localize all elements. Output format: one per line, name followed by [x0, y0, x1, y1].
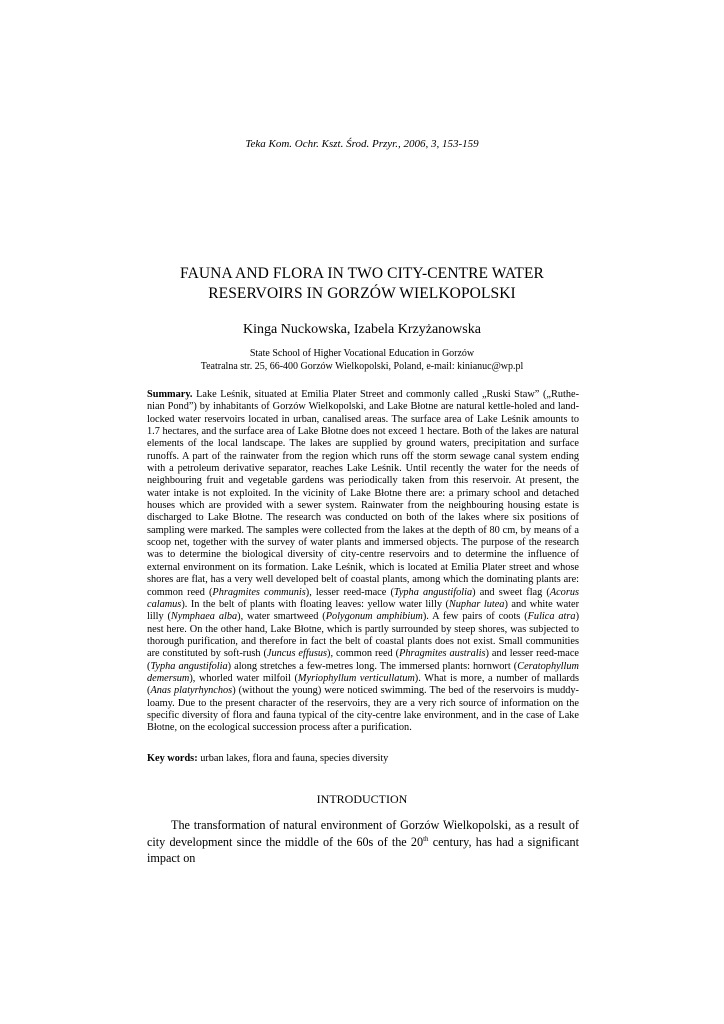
introduction-paragraph [147, 817, 579, 867]
keywords [147, 753, 579, 764]
species-name: Ceratophyllum demersum [147, 660, 579, 684]
affiliation-institution: State School of Higher Vocational Education in Gorzów [249, 348, 475, 359]
species-name: Anas platyrhynchos [150, 685, 233, 697]
abstract-text: ), lesser reed-mace ( [305, 586, 394, 598]
species-name: Typha angustifolia [393, 586, 473, 598]
paper-title-line-1: FAUNA AND FLORA IN TWO CITY-CENTRE WATER [180, 265, 544, 282]
abstract-text: ) and lesser reed-mace ( [147, 648, 579, 672]
species-name: Typha angustifolia [150, 660, 228, 672]
abstract-text: ), common reed ( [327, 648, 400, 660]
species-name: Nymphaea alba [170, 611, 238, 623]
abstract-text: ) along stretches a few-metres long. The immersed plants: hornwort ( [227, 660, 518, 672]
abstract-text: ). What is more, a number of mallards ( [147, 672, 579, 697]
paper-title-line-2: RESERVOIRS IN GORZÓW WIELKOPOLSKI [208, 285, 516, 302]
introduction-body [147, 817, 579, 867]
abstract-body [147, 389, 579, 733]
superscript-th: th [423, 834, 429, 843]
affiliation-address: Teatralna str. 25, 66-400 Gorzów Wielkopolski, Poland, e-mail: kinianuc@wp.pl [200, 361, 524, 372]
species-name: Myriophyllum verticullatum [297, 672, 415, 684]
species-name: Phragmites communis [212, 586, 306, 598]
species-name: Juncus effusus [266, 648, 328, 660]
introduction-text-part-2: century, has had a significant impact on [147, 834, 579, 865]
abstract-text: ) and white water lilly ( [147, 598, 579, 623]
abstract-text: ). A few pairs of coots ( [422, 611, 528, 623]
paper-title [0, 264, 724, 304]
keywords-label: Key words: [147, 753, 198, 764]
affiliation [0, 347, 724, 373]
abstract-text: ) (without the young) were noticed swimming. The bed of the reservoirs is muddy-loamy. Due to the present character of the reservoirs, they are a very rich source of information on the specific diversity of flora and fauna typical of the city-centre lake environment, and in the case of Lake Błotne, on the ecological succession process after a purification. [147, 685, 579, 734]
abstract-text: ), water smartweed ( [237, 611, 326, 623]
keywords-text: urban lakes, flora and fauna, species diversity [197, 753, 389, 764]
species-name: Nuphar lutea [448, 598, 505, 610]
species-name: Phragmites australis [399, 648, 486, 660]
abstract-text: ). In the belt of plants with floating leaves: yellow water lilly ( [181, 598, 449, 610]
journal-reference: Teka Kom. Ochr. Kszt. Środ. Przyr., 2006, 3, 153-159 [245, 138, 479, 150]
introduction-text-part-1: The transformation of natural environment of Gorzów Wielkopolski, as a result of city development since the middle of the 60s of the 20 [147, 818, 579, 849]
section-heading-introduction: INTRODUCTION [316, 792, 408, 806]
abstract [147, 389, 579, 735]
abstract-label: Summary. [147, 389, 193, 400]
abstract-text: ) and sweet flag ( [472, 586, 550, 598]
abstract-text: Lake Leśnik, situated at Emilia Plater Street and commonly called „Ruski Staw” („Ruthe-nian Pond”) by inhabitants of Gorzów Wielkopolski, and Lake Błotne are natural kettle-holed and land-locked water reservoirs located in urban, canalised areas. The surface area of Lake Leśnik amounts to 1.7 hectares, and the surface area of Lake Błotne does not exceed 1 hectare. Both of the lakes are natural elements of the local landscape. The lakes are supplied by ground waters, precipitation and surface runoffs. A part of the rainwater from the region which runs off the storm sewage canal system ending with a petroleum derivative separator, reaches Lake Leśnik. Until recently the water for the needs of neighbouring fruit and vegetable gardens was periodically taken from this reservoir. At present, the water intake is not exploited. In the vicinity of Lake Błotne there are: a primary school and detached houses which are provided with a sewer system. Rainwater from the neighbouring housing estate is discharged to Lake Błotne. The research was conducted on both of the lakes where six positions of sampling were marked. The samples were collected from the lakes at the depth of 80 cm, by means of a scoop net, together with the survey of water plants and immersed objects. The purpose of the research was to determine the biological diversity of city-centre reservoirs and to determine the influence of external environment on its formation. Lake Leśnik, which is located at Emilia Plater street and whose shores are flat, has a very well developed belt of coastal plants, among which the dominating plants are: common reed ( [147, 389, 579, 598]
abstract-text: ) nest here. On the other hand, Lake Błotne, which is partly surrounded by steep shores, was subjected to thorough purification, and therefore in fact the belt of coastal plants does not exist. Small communities are constituted by soft-rush ( [147, 611, 579, 660]
species-name: Fulica atra [527, 611, 576, 623]
species-name: Polygonum amphibium [325, 611, 423, 623]
species-name: Acorus calamus [147, 586, 579, 610]
abstract-text: ), whorled water milfoil ( [189, 672, 298, 684]
authors: Kinga Nuckowska, Izabela Krzyżanowska [243, 322, 481, 337]
